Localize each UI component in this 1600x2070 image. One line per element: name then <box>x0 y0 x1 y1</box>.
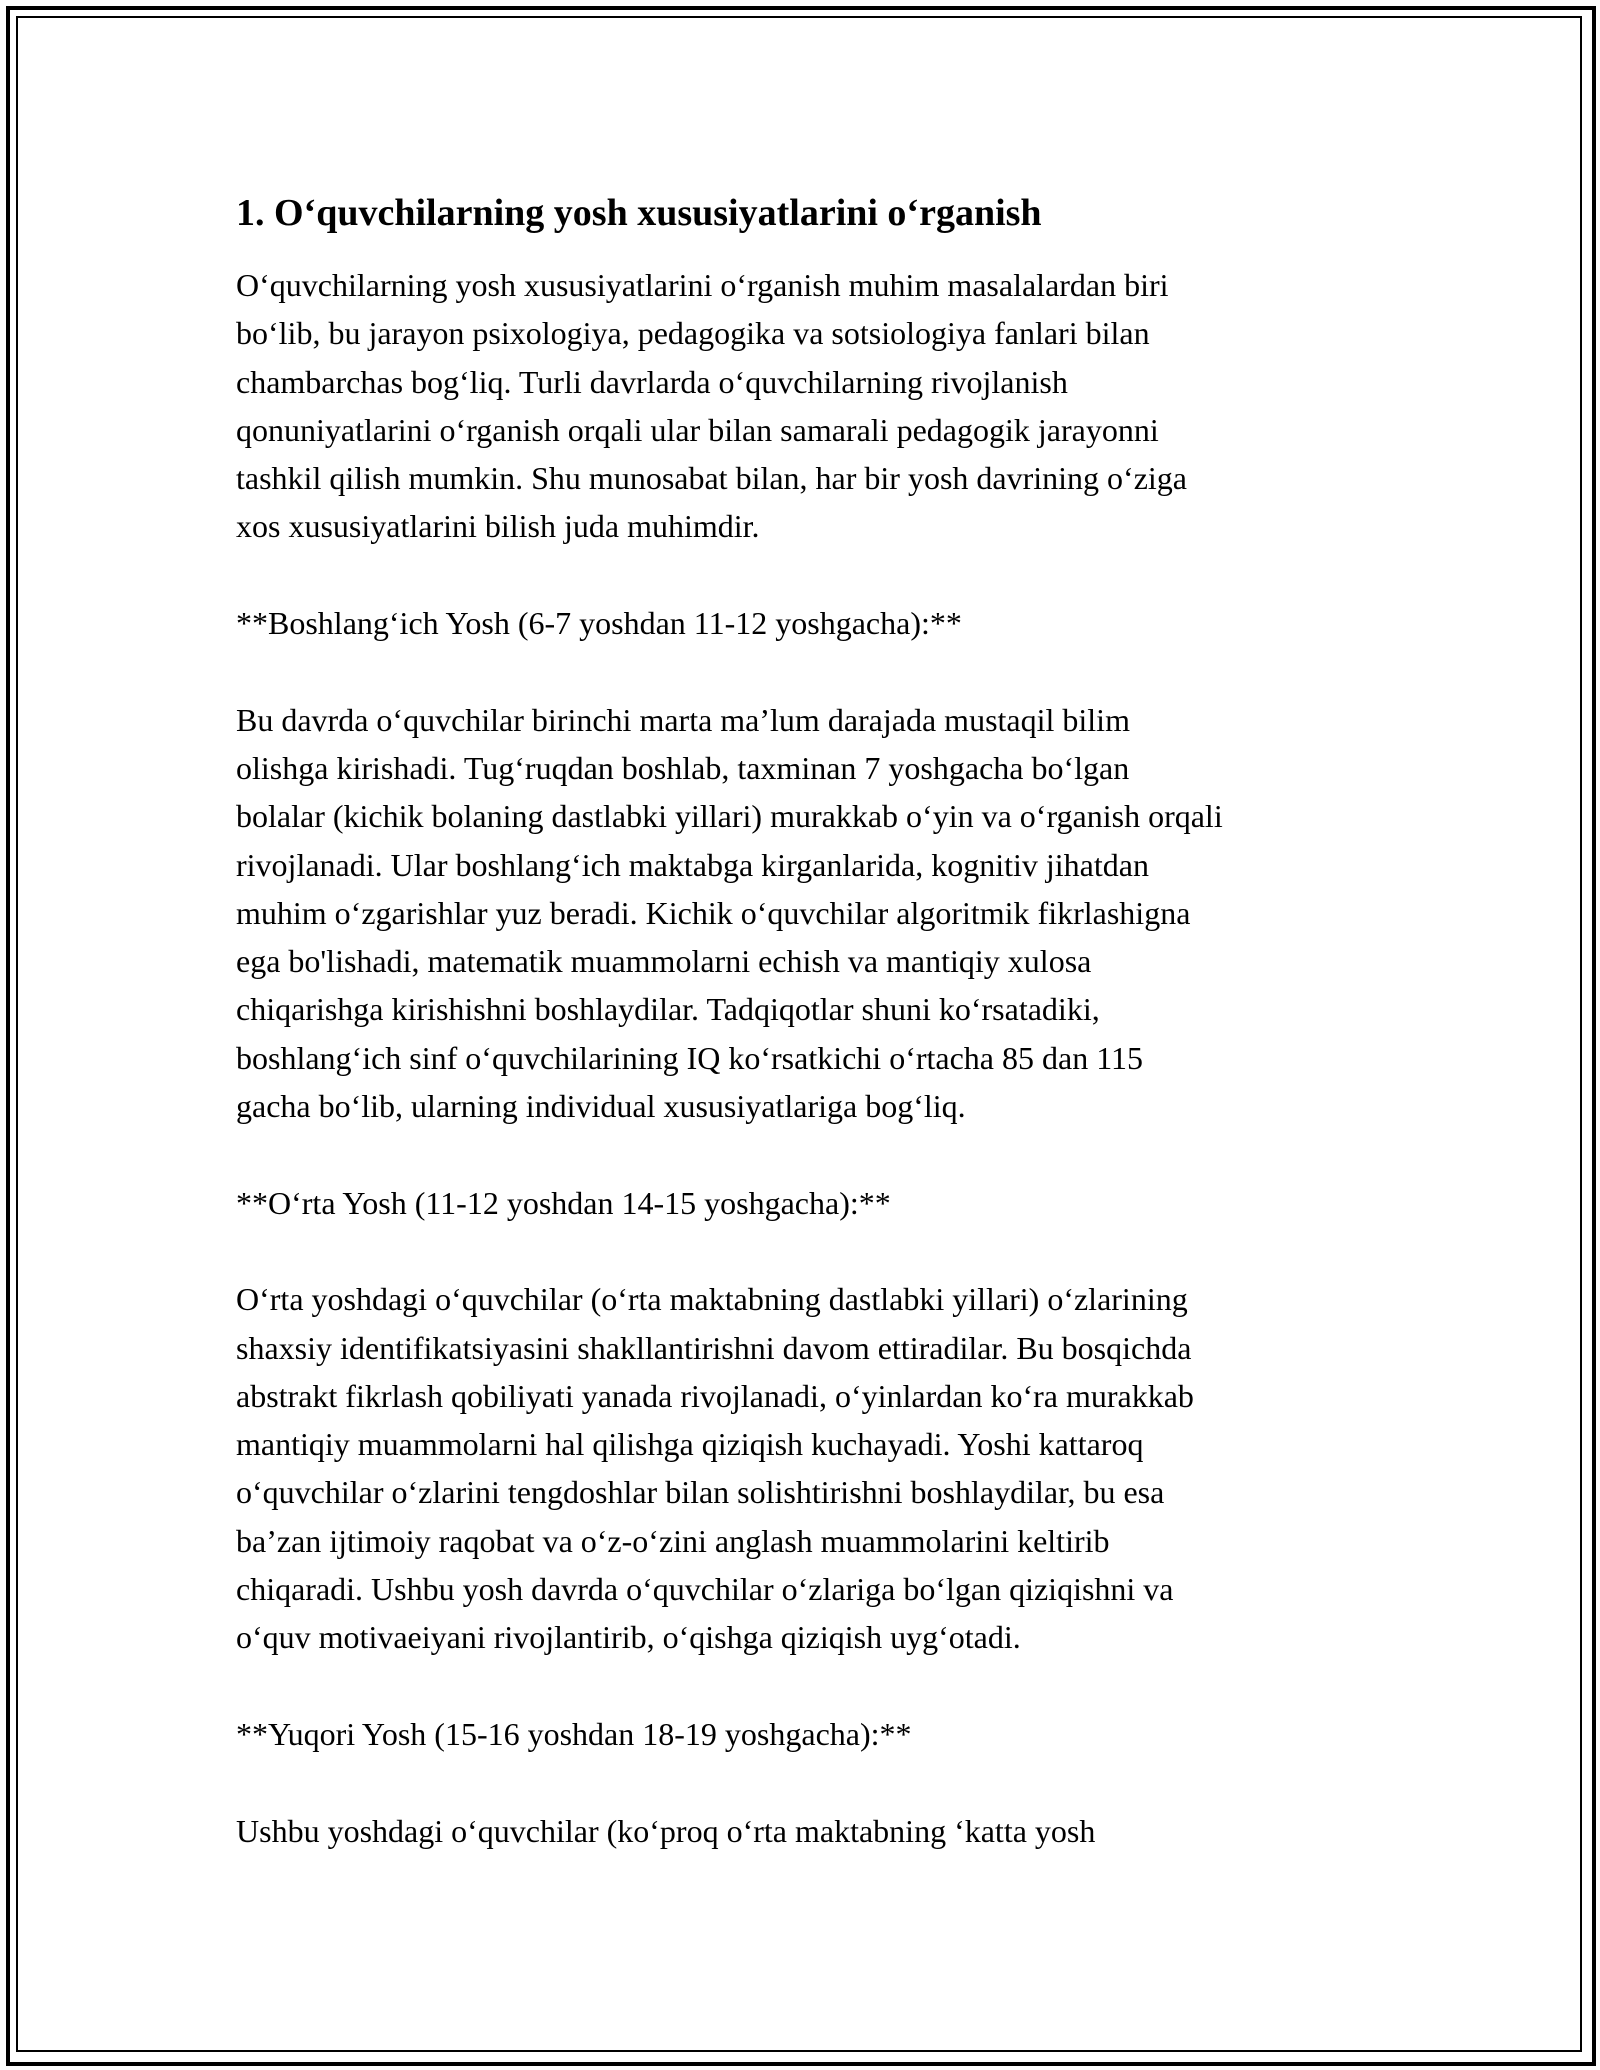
document-title: 1. O‘quvchilarning yosh xususiyatlarini o‘rganish <box>236 192 1042 234</box>
text-line: shaxsiy identifikatsiyasini shakllantirishni davom ettiradilar. Bu bosqichda <box>236 1329 1192 1366</box>
text-line: ba’zan ijtimoiy raqobat va o‘z-o‘zini anglash muammolarini keltirib <box>236 1522 1110 1559</box>
text-line: chiqarishga kirishishni boshlaydilar. Tadqiqotlar shuni ko‘rsatadiki, <box>236 991 1100 1028</box>
paragraph-spacer <box>236 647 1376 695</box>
section-heading-upper-age: **Yuqori Yosh (15-16 yoshdan 18-19 yoshgacha):** <box>236 1715 912 1752</box>
text-line: boshlang‘ich sinf o‘quvchilarining IQ ko‘rsatkichi o‘rtacha 85 dan 115 <box>236 1039 1144 1076</box>
text-line: xos xususiyatlarini bilish juda muhimdir. <box>236 508 760 545</box>
paragraph-spacer <box>236 1662 1376 1710</box>
paragraph-spacer <box>236 1227 1376 1275</box>
paragraph-spacer <box>236 1758 1376 1806</box>
text-line: mantiqiy muammolarni hal qilishga qiziqish kuchayadi. Yoshi kattaroq <box>236 1426 1144 1463</box>
text-line: O‘quvchilarning yosh xususiyatlarini o‘rganish muhim masalalardan biri <box>236 267 1169 303</box>
text-line: bolalar (kichik bolaning dastlabki yillari) murakkab o‘yin va o‘rganish orqali <box>236 798 1223 835</box>
paragraph-spacer <box>236 551 1376 599</box>
text-line: tashkil qilish mumkin. Shu munosabat bilan, har bir yosh davrining o‘ziga <box>236 460 1187 497</box>
text-line: Ushbu yoshdagi o‘quvchilar (ko‘proq o‘rta maktabning ‘katta yosh <box>236 1812 1096 1849</box>
section-heading-middle-age: **O‘rta Yosh (11-12 yoshdan 14-15 yoshgacha):** <box>236 1184 891 1221</box>
paragraph-spacer <box>236 1130 1376 1178</box>
text-line: rivojlanadi. Ular boshlang‘ich maktabga kirganlarida, kognitiv jihatdan <box>236 846 1149 883</box>
intro-paragraph <box>236 261 1376 551</box>
text-line: gacha bo‘lib, ularning individual xususiyatlariga bog‘liq. <box>236 1088 966 1125</box>
text-line: qonuniyatlarini o‘rganish orqali ular bilan samarali pedagogik jarayonni <box>236 411 1159 448</box>
text-line: ega bo'lishadi, matematik muammolarni echish va mantiqiy xulosa <box>236 943 1092 980</box>
text-line: abstrakt fikrlash qobiliyati yanada rivojlanadi, o‘yinlardan ko‘ra murakkab <box>236 1377 1194 1414</box>
middle-age-paragraph <box>236 1275 1376 1661</box>
upper-age-paragraph <box>236 1807 1376 1855</box>
primary-age-paragraph <box>236 696 1376 1131</box>
text-line: bo‘lib, bu jarayon psixologiya, pedagogika va sotsiologiya fanlari bilan <box>236 315 1150 352</box>
text-line: Bu davrda o‘quvchilar birinchi marta ma’lum darajada mustaqil bilim <box>236 701 1130 738</box>
text-line: chiqaradi. Ushbu yosh davrda o‘quvchilar o‘zlariga bo‘lgan qiziqishni va <box>236 1571 1174 1608</box>
text-line: O‘rta yoshdagi o‘quvchilar (o‘rta maktabning dastlabki yillari) o‘zlarining <box>236 1281 1188 1318</box>
text-line: o‘quv motivaeiyani rivojlantirib, o‘qishga qiziqish uyg‘otadi. <box>236 1619 1021 1656</box>
text-line: muhim o‘zgarishlar yuz beradi. Kichik o‘quvchilar algoritmik fikrlashigna <box>236 894 1191 931</box>
text-line: chambarchas bog‘liq. Turli davrlarda o‘quvchilarning rivojlanish <box>236 363 1068 400</box>
text-line: o‘quvchilar o‘zlarini tengdoshlar bilan solishtirishni boshlaydilar, bu esa <box>236 1474 1165 1511</box>
document-body <box>236 185 1376 1855</box>
text-line: olishga kirishadi. Tug‘ruqdan boshlab, taxminan 7 yoshgacha bo‘lgan <box>236 749 1130 786</box>
section-heading-primary-age: **Boshlang‘ich Yosh (6-7 yoshdan 11-12 yoshgacha):** <box>236 605 962 642</box>
